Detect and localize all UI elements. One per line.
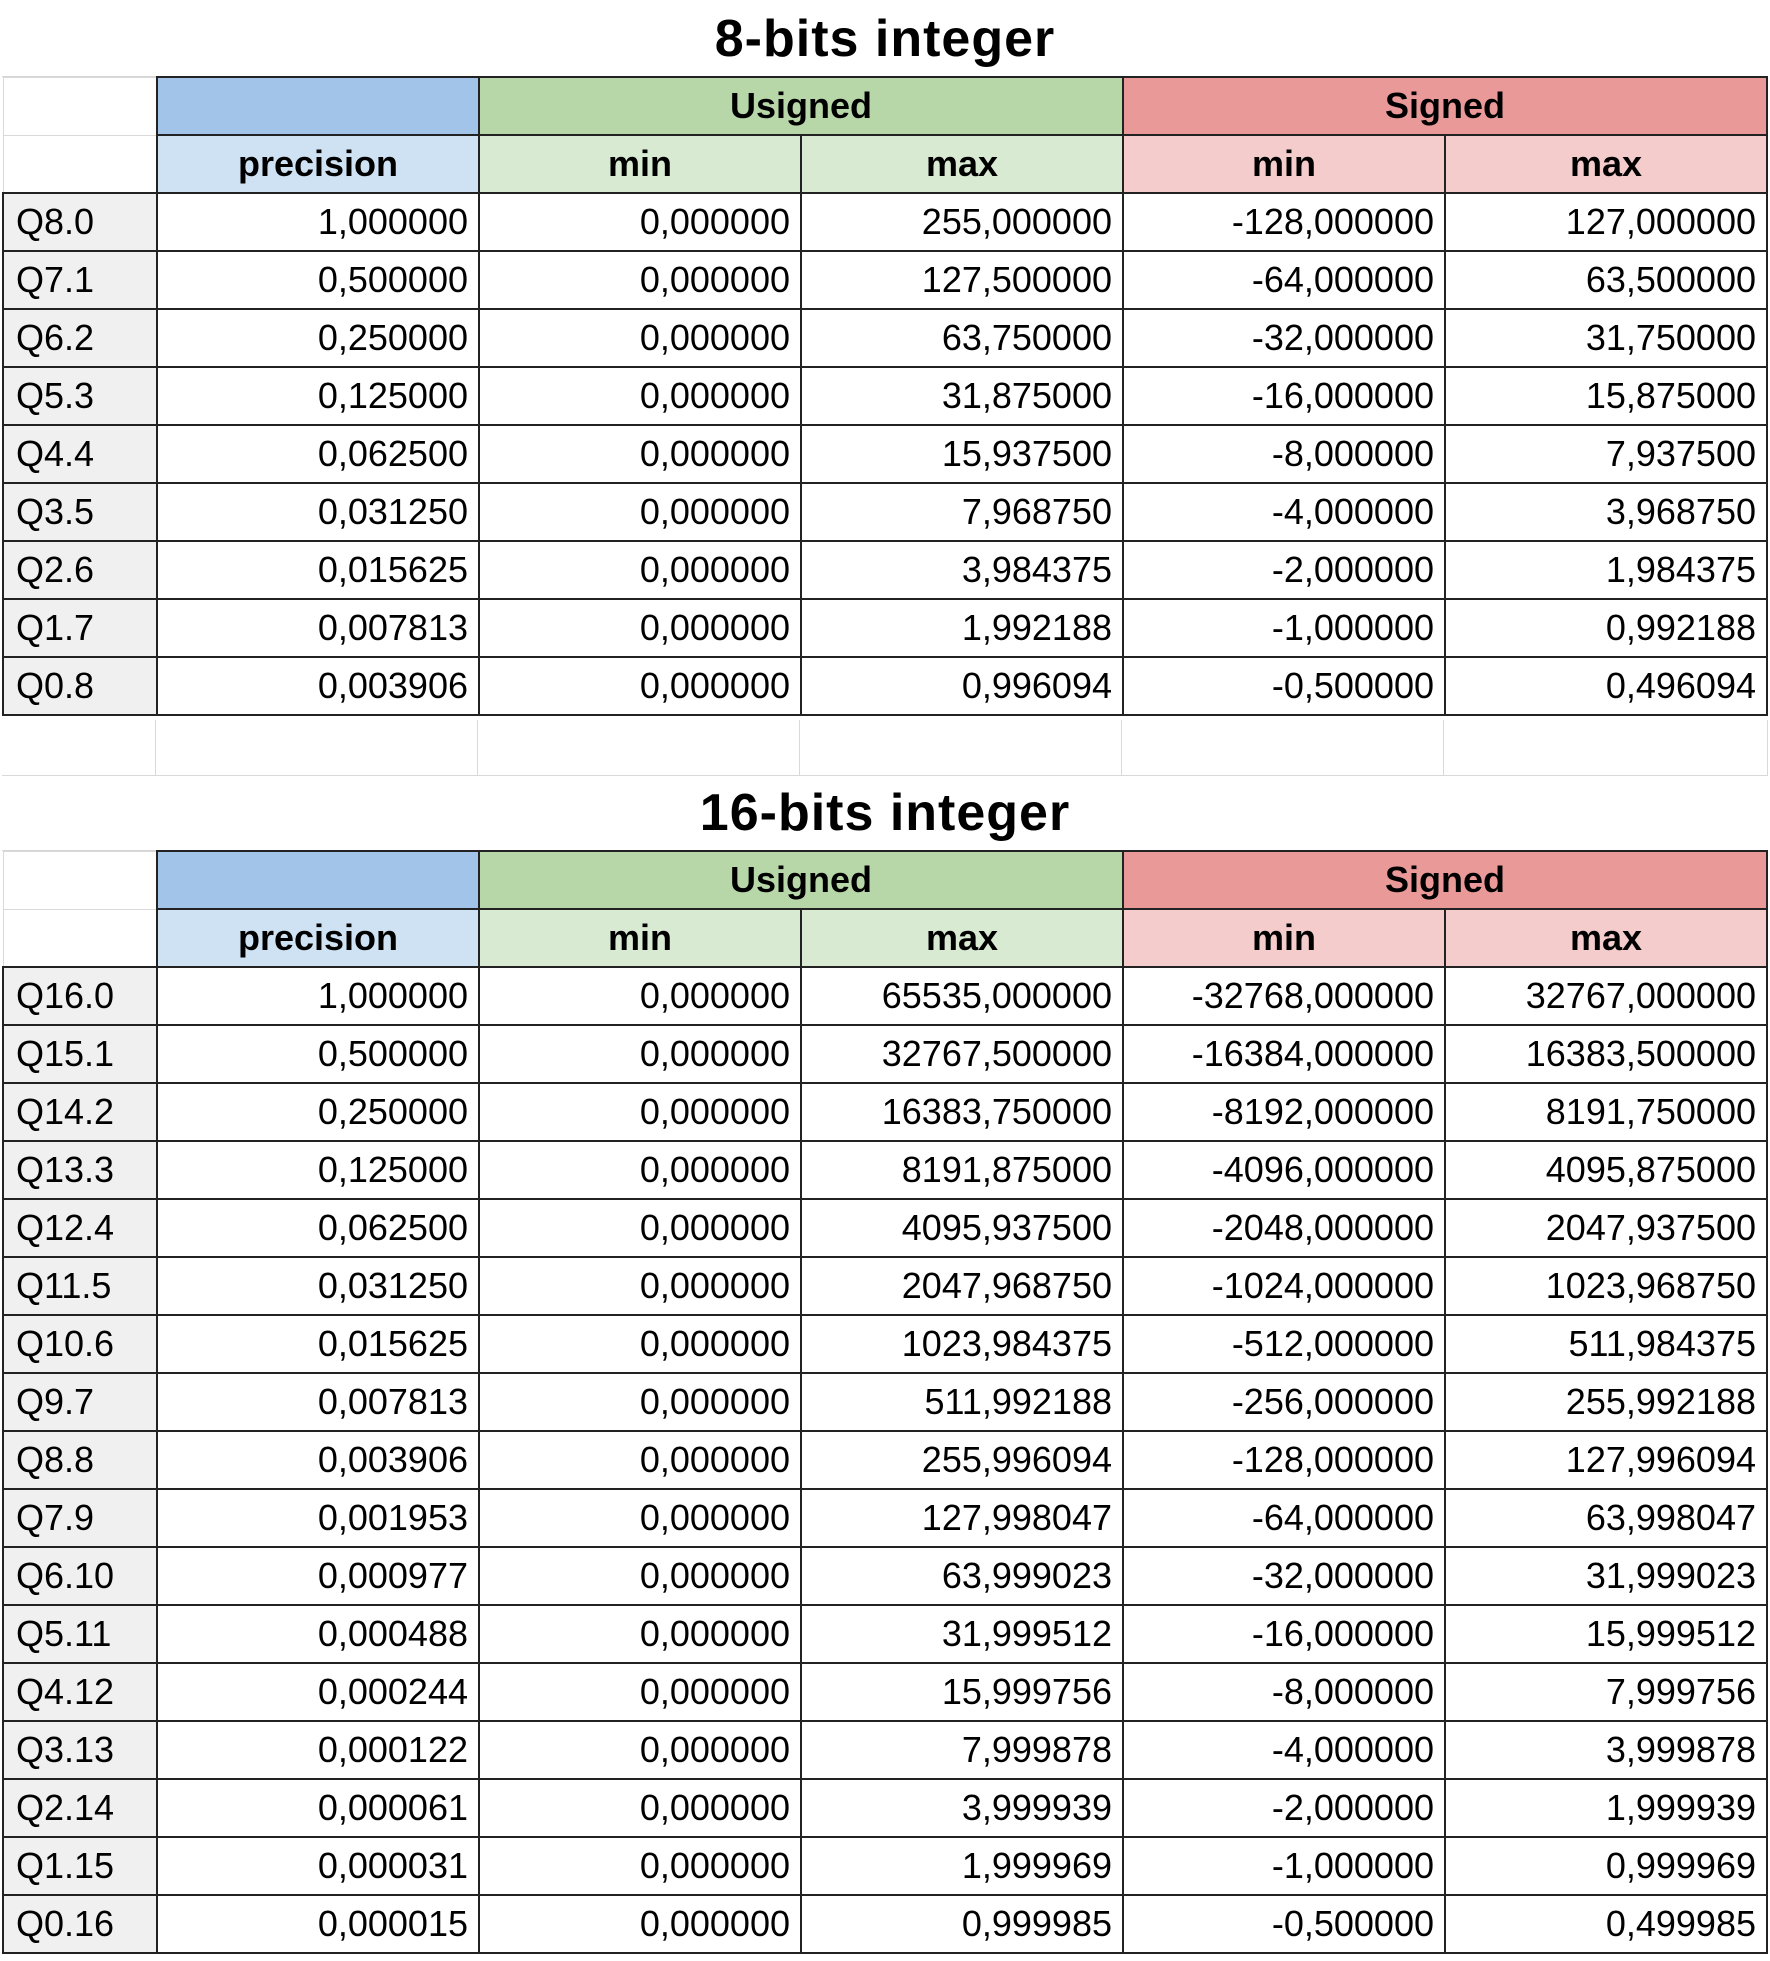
unsigned-max-cell: 3,984375 <box>801 541 1123 599</box>
unsigned-max-cell: 3,999939 <box>801 1779 1123 1837</box>
row-label: Q1.7 <box>3 599 157 657</box>
signed-max-cell: 0,992188 <box>1445 599 1767 657</box>
signed-group-header: Signed <box>1123 851 1767 909</box>
precision-cell: 0,003906 <box>157 657 479 715</box>
unsigned-min-cell: 0,000000 <box>479 1431 801 1489</box>
row-label: Q3.13 <box>3 1721 157 1779</box>
unsigned-max-cell: 1023,984375 <box>801 1315 1123 1373</box>
corner-cell <box>3 851 157 909</box>
unsigned-max-cell: 255,996094 <box>801 1431 1123 1489</box>
table-row <box>3 1779 1767 1837</box>
unsigned-max-cell: 65535,000000 <box>801 967 1123 1025</box>
table-row <box>3 1489 1767 1547</box>
table-title-8bit: 8-bits integer <box>2 2 1768 77</box>
unsigned-min-cell: 0,000000 <box>479 483 801 541</box>
corner-cell <box>3 909 157 967</box>
unsigned-max-cell: 0,999985 <box>801 1895 1123 1953</box>
signed-max-cell: 63,998047 <box>1445 1489 1767 1547</box>
unsigned-max-cell: 2047,968750 <box>801 1257 1123 1315</box>
precision-group-header <box>157 77 479 135</box>
unsigned-min-cell: 0,000000 <box>479 1895 801 1953</box>
signed-max-cell: 1023,968750 <box>1445 1257 1767 1315</box>
signed-max-cell: 7,937500 <box>1445 425 1767 483</box>
table-row <box>3 309 1767 367</box>
signed-max-cell: 0,499985 <box>1445 1895 1767 1953</box>
precision-cell: 0,001953 <box>157 1489 479 1547</box>
table-row <box>3 599 1767 657</box>
table-row <box>3 1721 1767 1779</box>
unsigned-min-cell: 0,000000 <box>479 1547 801 1605</box>
signed-min-cell: -16,000000 <box>1123 1605 1445 1663</box>
unsigned-max-cell: 7,968750 <box>801 483 1123 541</box>
unsigned-max-cell: 8191,875000 <box>801 1141 1123 1199</box>
row-label: Q2.14 <box>3 1779 157 1837</box>
unsigned-min-cell: 0,000000 <box>479 1257 801 1315</box>
row-label: Q9.7 <box>3 1373 157 1431</box>
signed-max-cell: 0,999969 <box>1445 1837 1767 1895</box>
signed-min-col-header: min <box>1123 909 1445 967</box>
table-row <box>3 193 1767 251</box>
unsigned-min-cell: 0,000000 <box>479 1605 801 1663</box>
signed-min-cell: -1,000000 <box>1123 1837 1445 1895</box>
unsigned-min-cell: 0,000000 <box>479 1837 801 1895</box>
empty-row <box>2 720 1768 776</box>
signed-group-header: Signed <box>1123 77 1767 135</box>
table-row <box>3 367 1767 425</box>
signed-min-cell: -64,000000 <box>1123 251 1445 309</box>
unsigned-max-cell: 1,999969 <box>801 1837 1123 1895</box>
precision-cell: 0,125000 <box>157 367 479 425</box>
row-label: Q6.2 <box>3 309 157 367</box>
table-row <box>3 1605 1767 1663</box>
unsigned-min-cell: 0,000000 <box>479 599 801 657</box>
signed-max-cell: 8191,750000 <box>1445 1083 1767 1141</box>
row-label: Q16.0 <box>3 967 157 1025</box>
row-label: Q8.0 <box>3 193 157 251</box>
row-label: Q8.8 <box>3 1431 157 1489</box>
table-row <box>3 1025 1767 1083</box>
signed-min-cell: -2048,000000 <box>1123 1199 1445 1257</box>
unsigned-group-header: Usigned <box>479 851 1123 909</box>
table-row <box>3 1547 1767 1605</box>
signed-max-cell: 63,500000 <box>1445 251 1767 309</box>
signed-min-cell: -8,000000 <box>1123 1663 1445 1721</box>
signed-max-col-header: max <box>1445 135 1767 193</box>
precision-col-header: precision <box>157 135 479 193</box>
signed-min-cell: -4,000000 <box>1123 1721 1445 1779</box>
unsigned-min-cell: 0,000000 <box>479 367 801 425</box>
precision-cell: 0,015625 <box>157 541 479 599</box>
row-label: Q4.12 <box>3 1663 157 1721</box>
precision-cell: 0,031250 <box>157 1257 479 1315</box>
unsigned-min-col-header: min <box>479 909 801 967</box>
signed-min-cell: -16,000000 <box>1123 367 1445 425</box>
precision-cell: 0,007813 <box>157 599 479 657</box>
signed-max-cell: 1,999939 <box>1445 1779 1767 1837</box>
table-row <box>3 1315 1767 1373</box>
unsigned-max-cell: 63,999023 <box>801 1547 1123 1605</box>
precision-col-header: precision <box>157 909 479 967</box>
unsigned-min-cell: 0,000000 <box>479 193 801 251</box>
signed-max-cell: 31,999023 <box>1445 1547 1767 1605</box>
unsigned-max-cell: 16383,750000 <box>801 1083 1123 1141</box>
signed-max-cell: 3,968750 <box>1445 483 1767 541</box>
precision-cell: 0,062500 <box>157 1199 479 1257</box>
precision-cell: 0,062500 <box>157 425 479 483</box>
table-row <box>3 1663 1767 1721</box>
signed-max-cell: 0,496094 <box>1445 657 1767 715</box>
precision-cell: 0,000061 <box>157 1779 479 1837</box>
unsigned-max-col-header: max <box>801 909 1123 967</box>
row-label: Q0.8 <box>3 657 157 715</box>
precision-cell: 0,250000 <box>157 309 479 367</box>
table-row <box>3 1083 1767 1141</box>
row-label: Q14.2 <box>3 1083 157 1141</box>
table-row <box>3 541 1767 599</box>
unsigned-min-cell: 0,000000 <box>479 425 801 483</box>
unsigned-max-cell: 7,999878 <box>801 1721 1123 1779</box>
precision-cell: 0,500000 <box>157 1025 479 1083</box>
precision-cell: 0,000977 <box>157 1547 479 1605</box>
table-row <box>3 1257 1767 1315</box>
unsigned-min-cell: 0,000000 <box>479 1779 801 1837</box>
unsigned-min-cell: 0,000000 <box>479 967 801 1025</box>
precision-cell: 0,003906 <box>157 1431 479 1489</box>
signed-max-cell: 2047,937500 <box>1445 1199 1767 1257</box>
unsigned-min-cell: 0,000000 <box>479 1083 801 1141</box>
signed-max-cell: 7,999756 <box>1445 1663 1767 1721</box>
row-label: Q13.3 <box>3 1141 157 1199</box>
precision-group-header <box>157 851 479 909</box>
signed-min-cell: -128,000000 <box>1123 193 1445 251</box>
row-label: Q4.4 <box>3 425 157 483</box>
unsigned-max-cell: 4095,937500 <box>801 1199 1123 1257</box>
signed-min-cell: -2,000000 <box>1123 1779 1445 1837</box>
signed-min-cell: -2,000000 <box>1123 541 1445 599</box>
unsigned-min-cell: 0,000000 <box>479 1199 801 1257</box>
precision-cell: 0,000015 <box>157 1895 479 1953</box>
signed-min-cell: -512,000000 <box>1123 1315 1445 1373</box>
precision-cell: 0,000031 <box>157 1837 479 1895</box>
table-row <box>3 1373 1767 1431</box>
unsigned-min-cell: 0,000000 <box>479 541 801 599</box>
table-row <box>3 1837 1767 1895</box>
row-label: Q2.6 <box>3 541 157 599</box>
unsigned-max-col-header: max <box>801 135 1123 193</box>
signed-max-cell: 3,999878 <box>1445 1721 1767 1779</box>
table-row <box>3 1141 1767 1199</box>
table-row <box>3 967 1767 1025</box>
unsigned-max-cell: 0,996094 <box>801 657 1123 715</box>
unsigned-min-cell: 0,000000 <box>479 1663 801 1721</box>
signed-max-cell: 127,000000 <box>1445 193 1767 251</box>
unsigned-max-cell: 63,750000 <box>801 309 1123 367</box>
precision-cell: 0,031250 <box>157 483 479 541</box>
signed-max-cell: 255,992188 <box>1445 1373 1767 1431</box>
signed-min-cell: -0,500000 <box>1123 657 1445 715</box>
row-label: Q7.9 <box>3 1489 157 1547</box>
precision-cell: 1,000000 <box>157 193 479 251</box>
unsigned-min-cell: 0,000000 <box>479 1315 801 1373</box>
signed-min-col-header: min <box>1123 135 1445 193</box>
row-label: Q3.5 <box>3 483 157 541</box>
unsigned-min-cell: 0,000000 <box>479 1489 801 1547</box>
signed-max-cell: 127,996094 <box>1445 1431 1767 1489</box>
signed-max-cell: 4095,875000 <box>1445 1141 1767 1199</box>
unsigned-min-cell: 0,000000 <box>479 1141 801 1199</box>
signed-min-cell: -8192,000000 <box>1123 1083 1445 1141</box>
table-16bit <box>2 850 1768 1954</box>
signed-max-cell: 32767,000000 <box>1445 967 1767 1025</box>
unsigned-min-cell: 0,000000 <box>479 1721 801 1779</box>
signed-max-cell: 15,999512 <box>1445 1605 1767 1663</box>
signed-min-cell: -0,500000 <box>1123 1895 1445 1953</box>
signed-min-cell: -64,000000 <box>1123 1489 1445 1547</box>
unsigned-min-cell: 0,000000 <box>479 657 801 715</box>
unsigned-min-cell: 0,000000 <box>479 1025 801 1083</box>
precision-cell: 0,000244 <box>157 1663 479 1721</box>
unsigned-max-cell: 31,999512 <box>801 1605 1123 1663</box>
signed-min-cell: -32,000000 <box>1123 309 1445 367</box>
table-row <box>3 1199 1767 1257</box>
unsigned-max-cell: 32767,500000 <box>801 1025 1123 1083</box>
unsigned-min-cell: 0,000000 <box>479 1373 801 1431</box>
unsigned-group-header: Usigned <box>479 77 1123 135</box>
signed-max-cell: 15,875000 <box>1445 367 1767 425</box>
signed-max-col-header: max <box>1445 909 1767 967</box>
table-row <box>3 483 1767 541</box>
precision-cell: 0,500000 <box>157 251 479 309</box>
signed-min-cell: -16384,000000 <box>1123 1025 1445 1083</box>
unsigned-min-cell: 0,000000 <box>479 251 801 309</box>
row-label: Q7.1 <box>3 251 157 309</box>
table-row <box>3 251 1767 309</box>
signed-max-cell: 31,750000 <box>1445 309 1767 367</box>
table-row <box>3 1895 1767 1953</box>
unsigned-max-cell: 127,500000 <box>801 251 1123 309</box>
signed-min-cell: -4,000000 <box>1123 483 1445 541</box>
precision-cell: 0,125000 <box>157 1141 479 1199</box>
row-label: Q5.3 <box>3 367 157 425</box>
row-label: Q6.10 <box>3 1547 157 1605</box>
row-label: Q10.6 <box>3 1315 157 1373</box>
signed-max-cell: 1,984375 <box>1445 541 1767 599</box>
unsigned-max-cell: 15,999756 <box>801 1663 1123 1721</box>
signed-max-cell: 511,984375 <box>1445 1315 1767 1373</box>
unsigned-min-cell: 0,000000 <box>479 309 801 367</box>
precision-cell: 0,250000 <box>157 1083 479 1141</box>
signed-min-cell: -32768,000000 <box>1123 967 1445 1025</box>
unsigned-max-cell: 1,992188 <box>801 599 1123 657</box>
precision-cell: 0,000122 <box>157 1721 479 1779</box>
row-label: Q11.5 <box>3 1257 157 1315</box>
table-row <box>3 1431 1767 1489</box>
row-label: Q12.4 <box>3 1199 157 1257</box>
unsigned-min-col-header: min <box>479 135 801 193</box>
precision-cell: 0,007813 <box>157 1373 479 1431</box>
row-label: Q15.1 <box>3 1025 157 1083</box>
table-row <box>3 657 1767 715</box>
signed-min-cell: -1024,000000 <box>1123 1257 1445 1315</box>
row-label: Q5.11 <box>3 1605 157 1663</box>
signed-min-cell: -8,000000 <box>1123 425 1445 483</box>
unsigned-max-cell: 15,937500 <box>801 425 1123 483</box>
unsigned-max-cell: 127,998047 <box>801 1489 1123 1547</box>
precision-cell: 1,000000 <box>157 967 479 1025</box>
unsigned-max-cell: 255,000000 <box>801 193 1123 251</box>
table-title-16bit: 16-bits integer <box>2 776 1768 851</box>
unsigned-max-cell: 31,875000 <box>801 367 1123 425</box>
precision-cell: 0,015625 <box>157 1315 479 1373</box>
signed-min-cell: -4096,000000 <box>1123 1141 1445 1199</box>
table-8bit <box>2 76 1768 716</box>
precision-cell: 0,000488 <box>157 1605 479 1663</box>
signed-min-cell: -128,000000 <box>1123 1431 1445 1489</box>
unsigned-max-cell: 511,992188 <box>801 1373 1123 1431</box>
row-label: Q1.15 <box>3 1837 157 1895</box>
row-label: Q0.16 <box>3 1895 157 1953</box>
signed-max-cell: 16383,500000 <box>1445 1025 1767 1083</box>
signed-min-cell: -256,000000 <box>1123 1373 1445 1431</box>
signed-min-cell: -1,000000 <box>1123 599 1445 657</box>
signed-min-cell: -32,000000 <box>1123 1547 1445 1605</box>
corner-cell <box>3 77 157 135</box>
corner-cell <box>3 135 157 193</box>
table-row <box>3 425 1767 483</box>
